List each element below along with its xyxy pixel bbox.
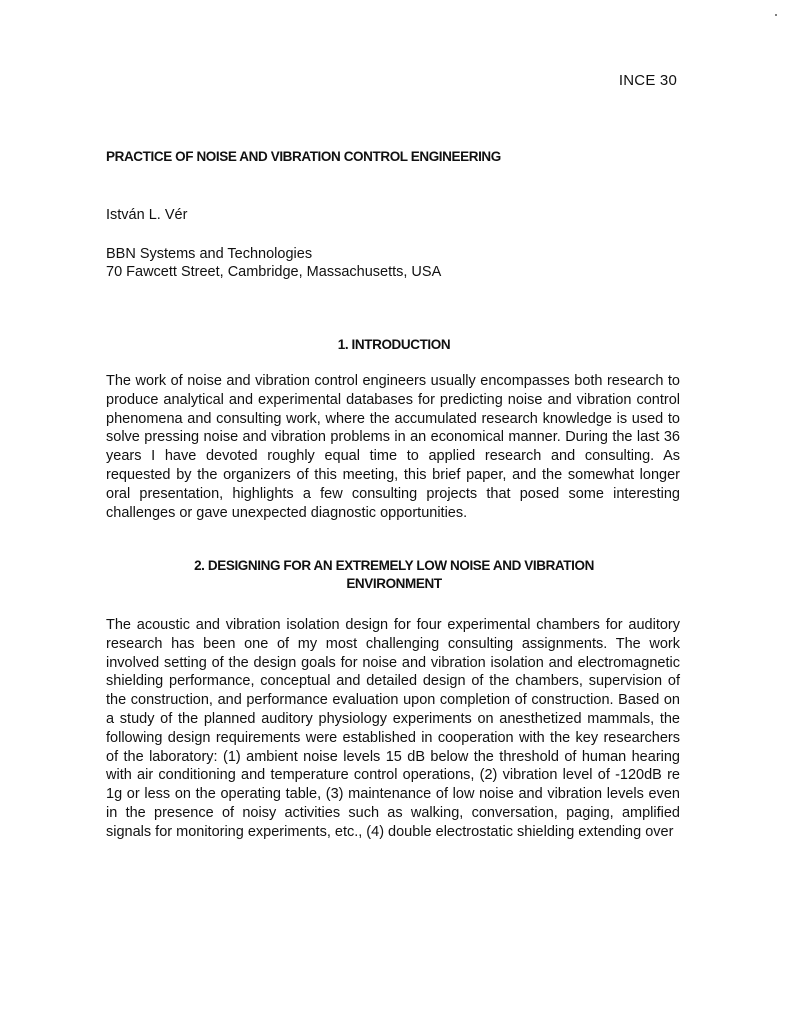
scan-speck [775,14,777,16]
affiliation-organization: BBN Systems and Technologies [106,246,313,262]
section-1-heading-text: 1. INTRODUCTION [337,337,451,352]
affiliation-address: 70 Fawcett Street, Cambridge, Massachusetts, USA [106,264,442,280]
paper-title: PRACTICE OF NOISE AND VIBRATION CONTROL ENGINEERING [106,149,501,164]
section-1-heading [106,336,682,354]
affiliation [106,245,441,281]
conference-code: INCE 30 [618,72,677,89]
section-2-paragraph: The acoustic and vibration isolation design for four experimental chambers for auditory research has been one of my most challenging consulting assignments. The work involved setting of the design goals for noise and vibration isolation and electromagnetic shielding performance, conceptual and detailed design of the chambers, supervision of the construction, and performance evaluation upon completion of construction. Based on a study of the planned auditory physiology experiments on anesthetized mammals, the following design requirements were established in cooperation with the key researchers of the laboratory: (1) ambient noise levels 15 dB below the threshold of human hearing with air conditioning and temperature control operations, (2) vibration level of -120dB re 1g or less on the operating table, (3) maintenance of low noise and vibration levels even in the presence of noisy activities such as walking, conversation, paging, amplified signals for monitoring experiments, etc., (4) double electrostatic shielding extending over [106,617,680,840]
section-2-heading [106,557,682,593]
section-2-heading-line-2: ENVIRONMENT [346,576,442,591]
author-name: István L. Vér [106,207,188,223]
section-2-heading-line-1: 2. DESIGNING FOR AN EXTREMELY LOW NOISE AND VIBRATION [194,558,594,573]
section-1-paragraph: The work of noise and vibration control engineers usually encompasses both research to produce analytical and experimental databases for predicting noise and vibration control phenomena and consulting work, where the accumulated research knowledge is used to solve pressing noise and vibration problems in an economical manner. During the last 36 years I have devoted roughly equal time to applied research and consulting. As requested by the organizers of this meeting, this brief paper, and the somewhat longer oral presentation, highlights a few consulting projects that posed some interesting challenges or gave unexpected diagnostic opportunities. [106,373,680,521]
